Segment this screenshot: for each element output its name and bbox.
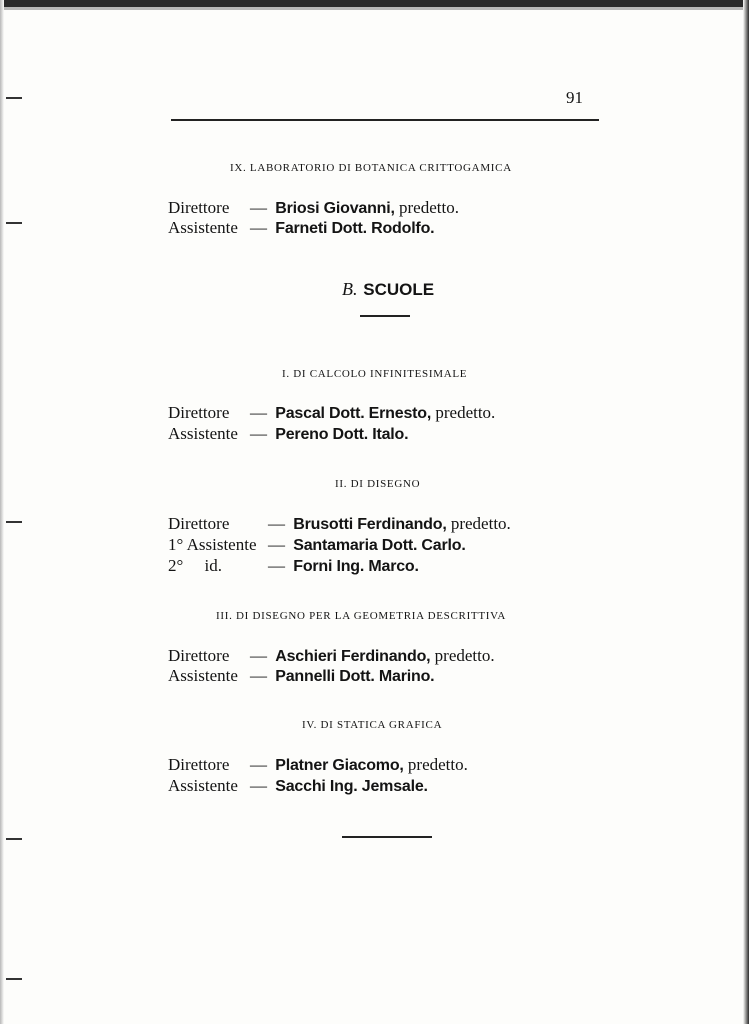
school-row [168,424,408,444]
role-label: Direttore [168,755,230,774]
person-name: Pannelli Dott. Marino. [275,668,435,685]
page-top-shadow [0,7,749,10]
school-row [168,556,419,576]
school-row [168,755,468,775]
page-number: 91 [566,88,583,107]
note: predetto. [450,514,511,533]
dash: — [268,535,285,554]
lab-row [168,218,434,238]
person-name: Santamaria Dott. Carlo. [293,537,466,554]
binding-mark [6,838,22,840]
role-label: Assistente [168,218,238,237]
role-label: Direttore [168,403,230,422]
closing-rule [342,836,432,838]
binding-mark [6,97,22,99]
note: predetto. [434,646,495,665]
role-label: Assistente [168,776,238,795]
school-heading: III. DI DISEGNO PER LA GEOMETRIA DESCRITTIVA [216,610,507,622]
school-heading: I. DI CALCOLO INFINITESIMALE [282,368,468,380]
dash: — [250,218,267,237]
section-word: SCUOLE [363,280,435,299]
school-row [168,403,495,423]
binding-mark [6,521,22,523]
person-name: Pereno Dott. Italo. [275,426,409,443]
school-row [168,666,434,686]
person-name: Aschieri Ferdinando, [275,648,431,665]
role-label: Direttore [168,514,230,533]
dash: — [268,514,285,533]
note: predetto. [407,755,468,774]
school-heading: II. DI DISEGNO [335,478,421,490]
dash: — [268,556,285,575]
note: predetto. [399,198,459,217]
school-row [168,646,495,666]
lab-heading: IX. LABORATORIO DI BOTANICA CRITTOGAMICA [230,162,512,174]
role-label: Direttore [168,646,230,665]
dash: — [250,776,267,795]
page-top-border [0,0,749,7]
header-rule [171,119,599,121]
school-heading: IV. DI STATICA GRAFICA [302,719,443,731]
person-name: Farneti Dott. Rodolfo. [275,220,435,237]
section-rule [360,315,410,317]
dash: — [250,755,267,774]
school-row [168,776,428,796]
school-row [168,514,511,534]
dash: — [250,646,267,665]
dash: — [250,424,267,443]
person-name: Briosi Giovanni, [275,200,395,217]
role-label: 2° id. [168,556,223,575]
note: predetto. [435,403,496,422]
section-title [342,279,434,300]
role-label: 1° Assistente [168,535,257,554]
role-label: Assistente [168,424,238,443]
dash: — [250,403,267,422]
page-left-edge [0,0,4,1024]
person-name: Forni Ing. Marco. [293,558,419,575]
person-name: Sacchi Ing. Jemsale. [275,778,428,795]
role-label: Assistente [168,666,238,685]
lab-row [168,198,459,218]
binding-mark [6,222,22,224]
page-right-edge [743,0,749,1024]
role-label: Direttore [168,198,230,217]
binding-mark [6,978,22,980]
school-row [168,535,466,555]
person-name: Pascal Dott. Ernesto, [275,405,432,422]
person-name: Platner Giacomo, [275,757,404,774]
person-name: Brusotti Ferdinando, [293,516,447,533]
dash: — [250,666,267,685]
dash: — [250,198,267,217]
section-letter: B. [342,279,358,299]
